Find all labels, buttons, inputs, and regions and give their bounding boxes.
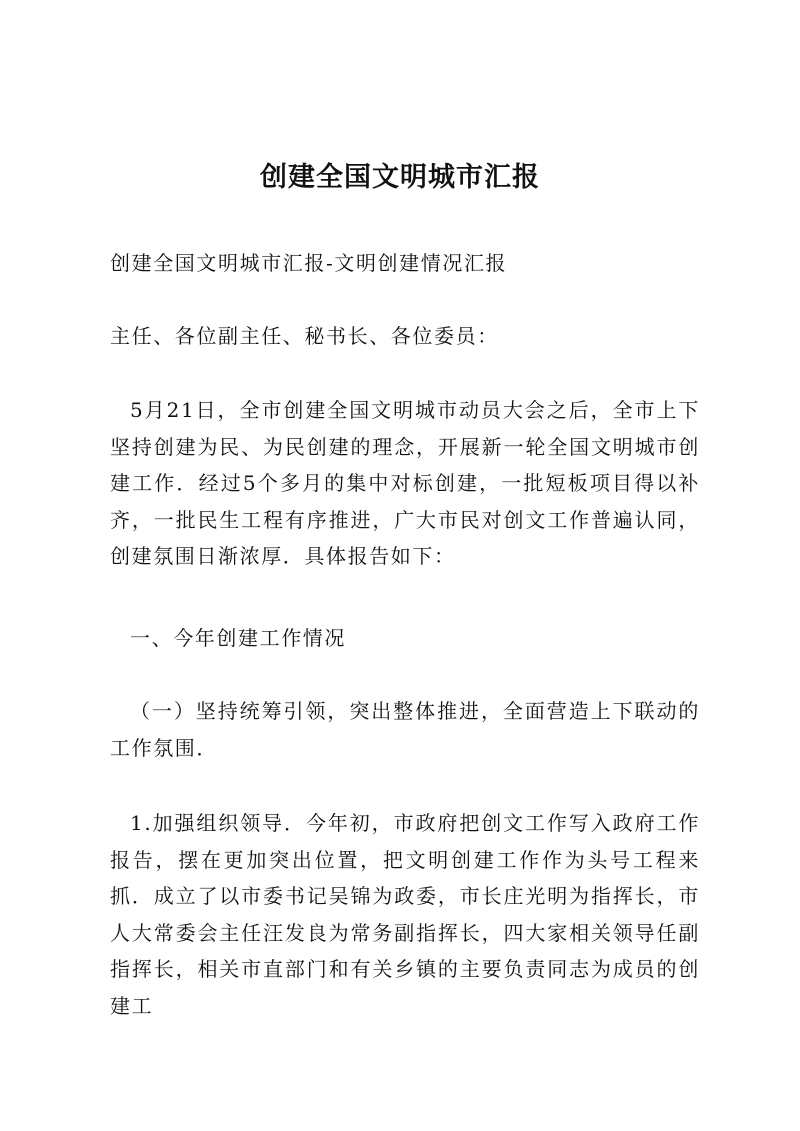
paragraph-organization: 1.加强组织领导．今年初，市政府把创文工作写入政府工作报告，摆在更加突出位置，把文明创建工作作为头号工程来抓．成立了以市委书记吴锦为政委，市长庄光明为指挥长，市人大常委会主任汪发良为常务副指挥长，四大家相关领导任副指挥长，相关市直部门和有关乡镇的主要负责同志为成员的创建工	[110, 811, 700, 1018]
section-heading: 一、今年创建工作情况	[130, 626, 346, 650]
document-subtitle: 创建全国文明城市汇报-文明创建情况汇报	[110, 251, 508, 275]
paragraph-intro: 5月21日，全市创建全国文明城市动员大会之后，全市上下坚持创建为民、为民创建的理念，开展新一轮全国文明城市创建工作．经过5个多月的集中对标创建，一批短板项目得以补齐，一批民生工程有序推进，广大市民对创文工作普遍认同，创建氛围日渐浓厚．具体报告如下：	[110, 398, 700, 568]
subsection-heading: （一）坚持统筹引领，突出整体推进，全面营造上下联动的工作氛围．	[110, 699, 700, 760]
document-title: 创建全国文明城市汇报	[260, 162, 540, 193]
salutation: 主任、各位副主任、秘书长、各位委员：	[110, 324, 499, 348]
